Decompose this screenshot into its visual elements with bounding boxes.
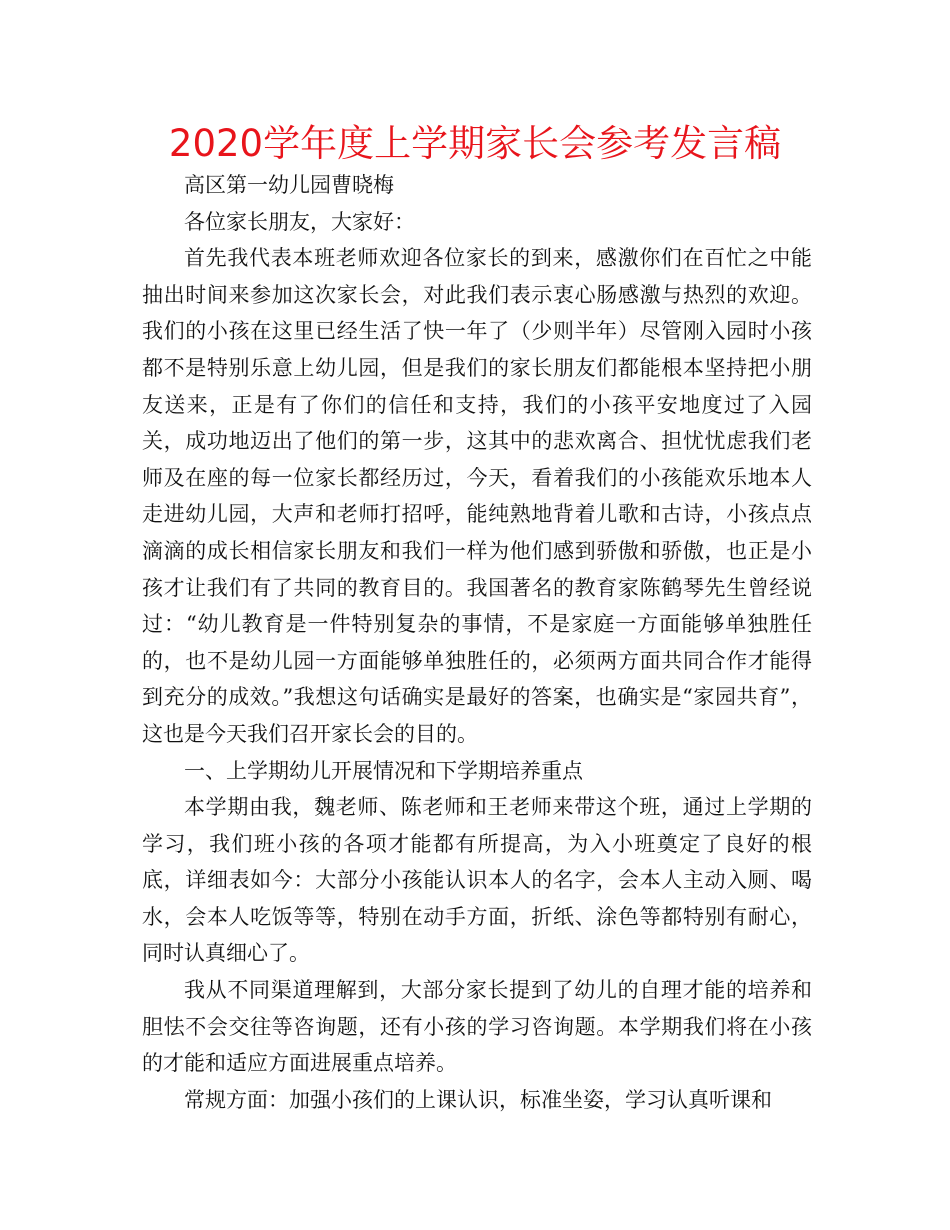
- paragraph-concerns: 我从不同渠道理解到，大部分家长提到了幼儿的自理才能的培养和胆怯不会交往等咨询题，还有小孩的学习咨询题。本学期我们将在小孩的才能和适应方面进展重点培养。: [142, 978, 812, 1076]
- document-body: [142, 167, 812, 1118]
- section-heading: 一、上学期幼儿开展情况和下学期培养重点: [184, 758, 583, 783]
- paragraph-routine: 常规方面：加强小孩们的上课认识，标准坐姿，学习认真听课和: [184, 1087, 772, 1112]
- paragraph-progress: 本学期由我，魏老师、陈老师和王老师来带这个班，通过上学期的学习，我们班小孩的各项才能都有所提高，为入小班奠定了良好的根底，详细表如今：大部分小孩能认识本人的名字，会本人主动入厕、喝水，会本人吃饭等等，特别在动手方面，折纸、涂色等都特别有耐心，同时认真细心了。: [142, 795, 812, 966]
- paragraph-intro: 首先我代表本班老师欢迎各位家长的到来，感激你们在百忙之中能抽出时间来参加这次家长会，对此我们表示衷心肠感激与热烈的欢迎。我们的小孩在这里已经生活了快一年了（少则半年）尽管刚入园时小孩都不是特别乐意上幼儿园，但是我们的家长朋友们都能根本坚持把小朋友送来，正是有了你们的信任和支持，我们的小孩平安地度过了入园关，成功地迈出了他们的第一步，这其中的悲欢离合、担忧忧虑我们老师及在座的每一位家长都经历过，今天，看着我们的小孩能欢乐地本人走进幼儿园，大声和老师打招呼，能纯熟地背着儿歌和古诗，小孩点点滴滴的成长相信家长朋友和我们一样为他们感到骄傲和骄傲，也正是小孩才让我们有了共同的教育目的。我国著名的教育家陈鹤琴先生曾经说过：“幼儿教育是一件特别复杂的事情，不是家庭一方面能够单独胜任的，也不是幼儿园一方面能够单独胜任的，必须两方面共同合作才能得到充分的成效。”我想这句话确实是最好的答案，也确实是“家园共育”，这也是今天我们召开家长会的目的。: [142, 246, 812, 746]
- document-title: 2020学年度上学期家长会参考发言稿: [168, 122, 782, 165]
- author-line: 高区第一幼儿园曹晓梅: [184, 173, 394, 197]
- greeting: 各位家长朋友，大家好：: [184, 209, 415, 234]
